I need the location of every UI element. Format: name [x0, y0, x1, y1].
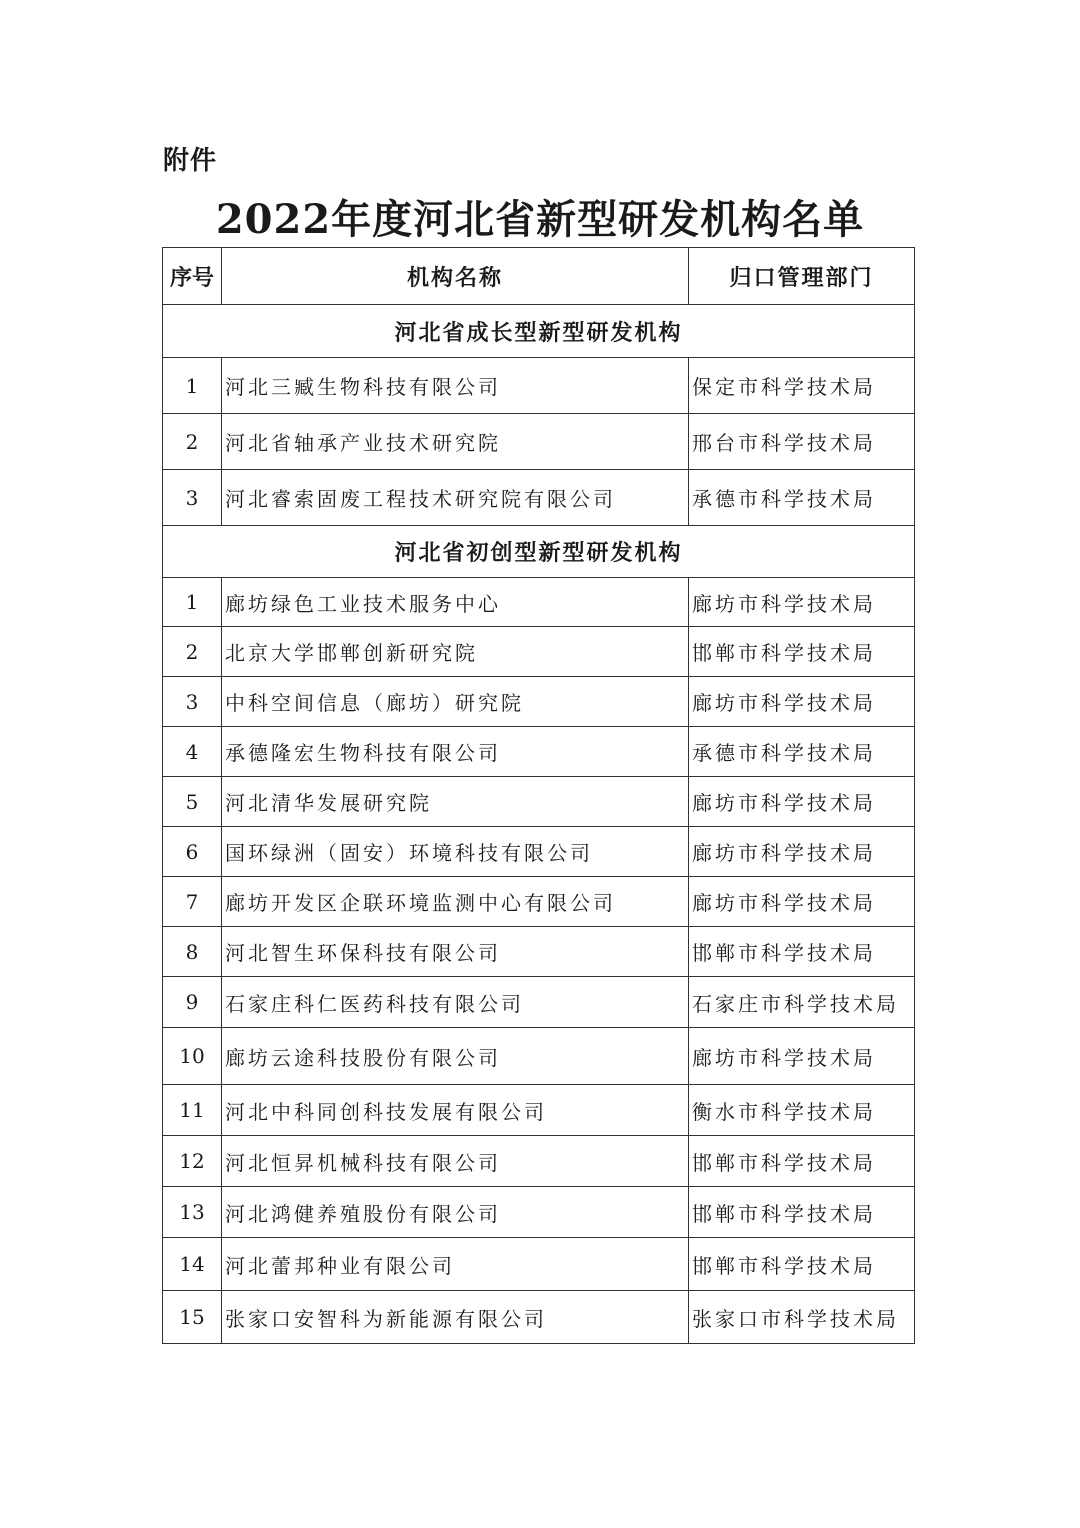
table-row — [163, 727, 915, 777]
header-serial-number: 序号 — [163, 248, 222, 305]
managing-department: 邯郸市科学技术局 — [689, 1187, 915, 1238]
table-row — [163, 827, 915, 877]
row-number: 7 — [163, 877, 222, 927]
row-number: 3 — [163, 470, 222, 526]
managing-department: 邯郸市科学技术局 — [689, 1136, 915, 1187]
institution-name: 河北蕾邦种业有限公司 — [222, 1238, 689, 1291]
section-title: 河北省初创型新型研发机构 — [163, 526, 915, 578]
table-row — [163, 1238, 915, 1291]
managing-department: 邯郸市科学技术局 — [689, 927, 915, 977]
row-number: 12 — [163, 1136, 222, 1187]
institution-name: 廊坊开发区企联环境监测中心有限公司 — [222, 877, 689, 927]
managing-department: 张家口市科学技术局 — [689, 1291, 915, 1344]
row-number: 3 — [163, 677, 222, 727]
institution-name: 河北智生环保科技有限公司 — [222, 927, 689, 977]
institution-name: 廊坊绿色工业技术服务中心 — [222, 578, 689, 627]
section-row-growth — [163, 305, 915, 358]
row-number: 10 — [163, 1028, 222, 1085]
table-row — [163, 977, 915, 1028]
managing-department: 承德市科学技术局 — [689, 727, 915, 777]
managing-department: 邯郸市科学技术局 — [689, 1238, 915, 1291]
managing-department: 邯郸市科学技术局 — [689, 627, 915, 677]
institution-name: 国环绿洲（固安）环境科技有限公司 — [222, 827, 689, 877]
institution-name: 张家口安智科为新能源有限公司 — [222, 1291, 689, 1344]
section-title: 河北省成长型新型研发机构 — [163, 305, 915, 358]
table-row — [163, 877, 915, 927]
institution-name: 河北鸿健养殖股份有限公司 — [222, 1187, 689, 1238]
table-row — [163, 1291, 915, 1344]
table-row — [163, 1028, 915, 1085]
row-number: 8 — [163, 927, 222, 977]
table-row — [163, 927, 915, 977]
row-number: 1 — [163, 358, 222, 414]
institution-name: 河北清华发展研究院 — [222, 777, 689, 827]
row-number: 15 — [163, 1291, 222, 1344]
managing-department: 廊坊市科学技术局 — [689, 877, 915, 927]
managing-department: 廊坊市科学技术局 — [689, 827, 915, 877]
row-number: 6 — [163, 827, 222, 877]
table-row — [163, 358, 915, 414]
attachment-label: 附件 — [163, 146, 218, 176]
section-row-startup — [163, 526, 915, 578]
row-number: 2 — [163, 627, 222, 677]
table-header-row — [163, 248, 915, 305]
institution-table — [162, 247, 915, 1344]
institution-name: 河北中科同创科技发展有限公司 — [222, 1085, 689, 1136]
managing-department: 承德市科学技术局 — [689, 470, 915, 526]
managing-department: 廊坊市科学技术局 — [689, 1028, 915, 1085]
row-number: 4 — [163, 727, 222, 777]
table-row — [163, 414, 915, 470]
header-managing-department: 归口管理部门 — [689, 248, 915, 305]
managing-department: 保定市科学技术局 — [689, 358, 915, 414]
managing-department: 石家庄市科学技术局 — [689, 977, 915, 1028]
institution-name: 廊坊云途科技股份有限公司 — [222, 1028, 689, 1085]
table-row — [163, 1136, 915, 1187]
institution-name: 河北恒昇机械科技有限公司 — [222, 1136, 689, 1187]
table-row — [163, 627, 915, 677]
row-number: 2 — [163, 414, 222, 470]
row-number: 1 — [163, 578, 222, 627]
institution-name: 河北睿索固废工程技术研究院有限公司 — [222, 470, 689, 526]
institution-name: 石家庄科仁医药科技有限公司 — [222, 977, 689, 1028]
managing-department: 邢台市科学技术局 — [689, 414, 915, 470]
managing-department: 衡水市科学技术局 — [689, 1085, 915, 1136]
header-institution-name: 机构名称 — [222, 248, 689, 305]
institution-name: 河北省轴承产业技术研究院 — [222, 414, 689, 470]
table-row — [163, 578, 915, 627]
table-row — [163, 1085, 915, 1136]
managing-department: 廊坊市科学技术局 — [689, 578, 915, 627]
table-row — [163, 677, 915, 727]
institution-name: 承德隆宏生物科技有限公司 — [222, 727, 689, 777]
row-number: 5 — [163, 777, 222, 827]
table-row — [163, 470, 915, 526]
institution-name: 北京大学邯郸创新研究院 — [222, 627, 689, 677]
managing-department: 廊坊市科学技术局 — [689, 777, 915, 827]
row-number: 9 — [163, 977, 222, 1028]
institution-name: 中科空间信息（廊坊）研究院 — [222, 677, 689, 727]
table-row — [163, 777, 915, 827]
row-number: 14 — [163, 1238, 222, 1291]
table-row — [163, 1187, 915, 1238]
row-number: 11 — [163, 1085, 222, 1136]
row-number: 13 — [163, 1187, 222, 1238]
institution-name: 河北三臧生物科技有限公司 — [222, 358, 689, 414]
document-title: 2022年度河北省新型研发机构名单 — [215, 196, 865, 243]
managing-department: 廊坊市科学技术局 — [689, 677, 915, 727]
